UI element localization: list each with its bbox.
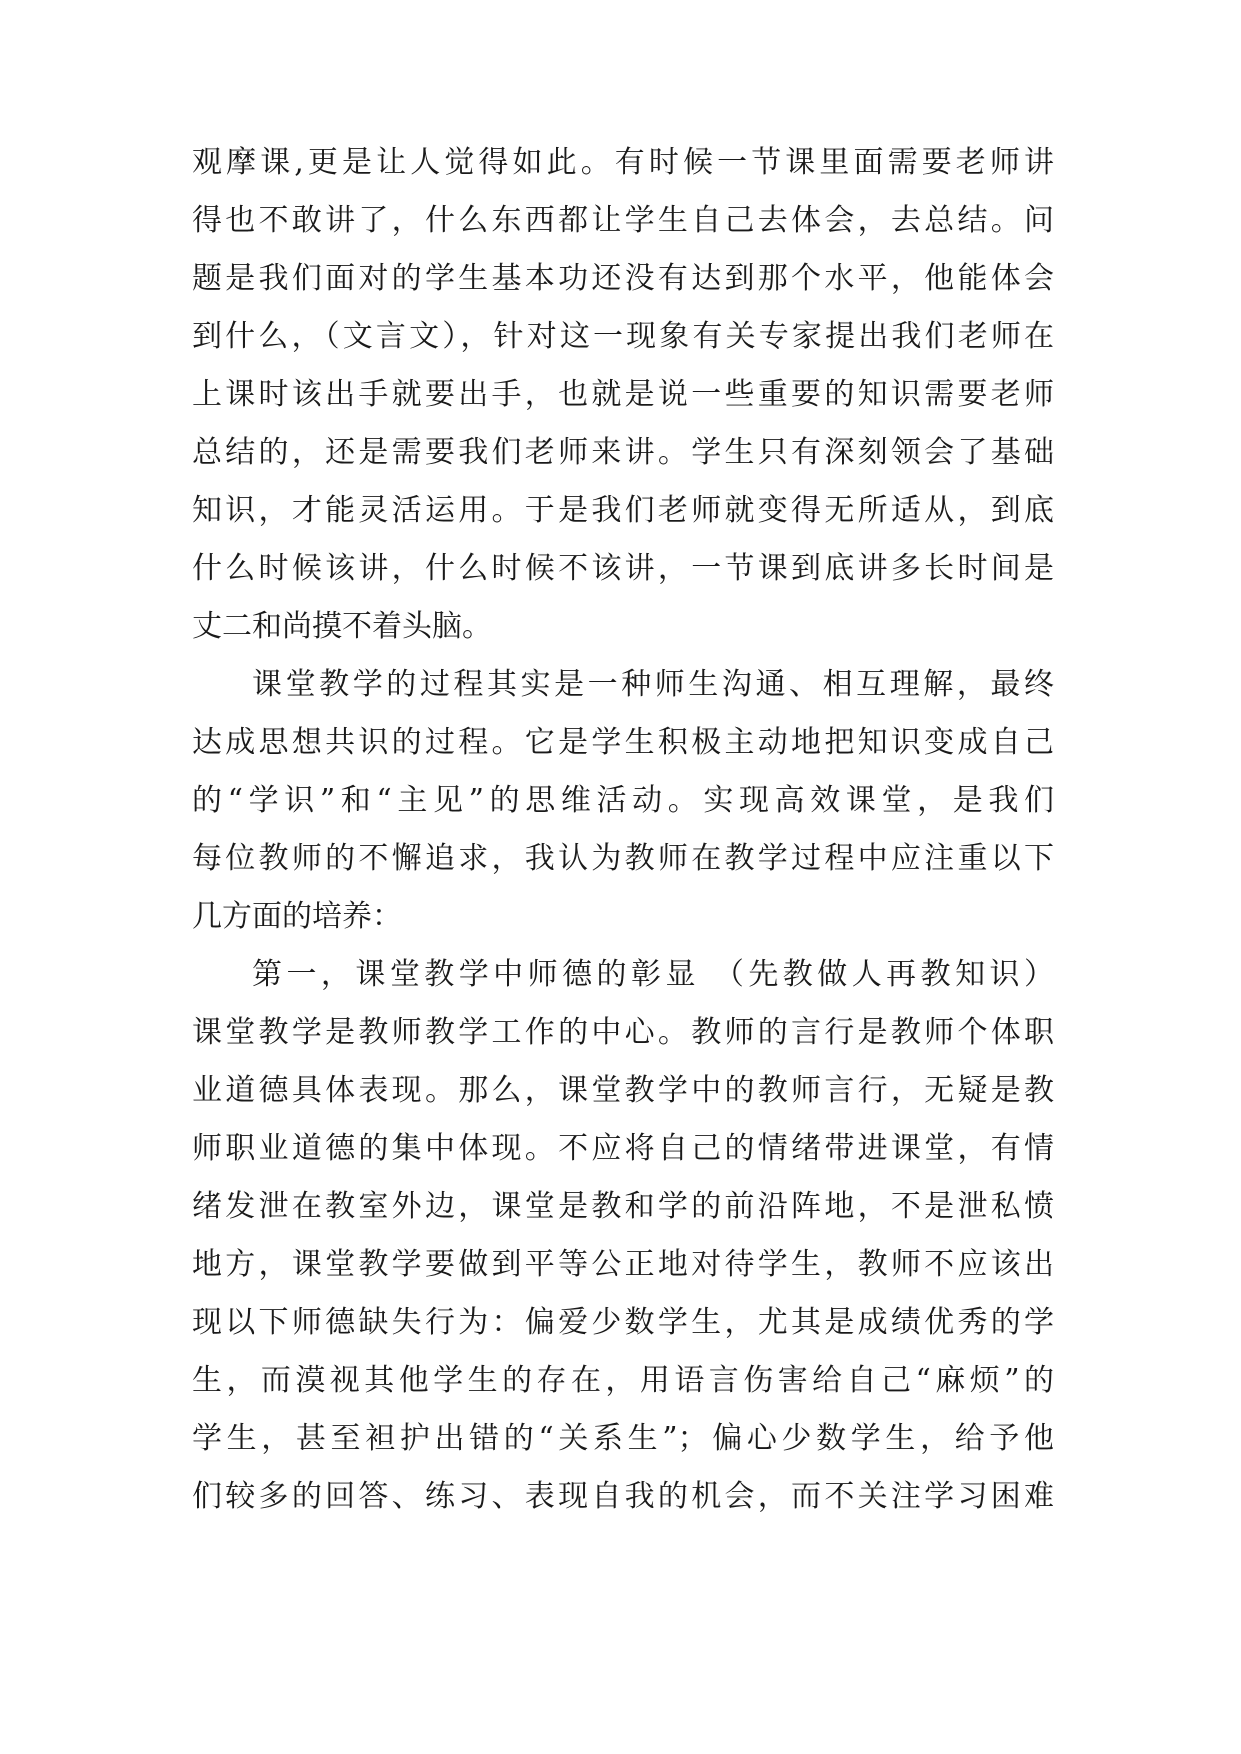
text-line: 的“学识”和“主见”的思维活动。实现高效课堂，是我们: [192, 783, 1054, 818]
text-line: 几方面的培养：: [192, 899, 402, 934]
paragraph-first-line: 课堂教学的过程其实是一种师生沟通、相互理解，最终: [252, 667, 1054, 702]
text-line: 现以下师德缺失行为：偏爱少数学生，尤其是成绩优秀的学: [192, 1305, 1054, 1340]
text-line: 课堂教学是教师教学工作的中心。教师的言行是教师个体职: [192, 1015, 1054, 1050]
text-line: 总结的，还是需要我们老师来讲。学生只有深刻领会了基础: [192, 435, 1054, 470]
text-line: 到什么，（文言文），针对这一现象有关专家提出我们老师在: [192, 319, 1054, 354]
text-line: 们较多的回答、练习、表现自我的机会，而不关注学习困难: [192, 1479, 1054, 1514]
text-line: 什么时候该讲，什么时候不该讲，一节课到底讲多长时间是: [192, 551, 1054, 586]
text-line: 学生，甚至袒护出错的“关系生”；偏心少数学生，给予他: [192, 1421, 1054, 1456]
text-line: 观摩课,更是让人觉得如此。有时候一节课里面需要老师讲: [192, 145, 1054, 180]
text-line: 知识，才能灵活运用。于是我们老师就变得无所适从，到底: [192, 493, 1054, 528]
text-line: 师职业道德的集中体现。不应将自己的情绪带进课堂，有情: [192, 1131, 1054, 1166]
text-line: 绪发泄在教室外边，课堂是教和学的前沿阵地，不是泄私愤: [192, 1189, 1054, 1224]
section-heading: 第一，课堂教学中师德的彰显 （先教做人再教知识）: [252, 957, 1054, 992]
text-line: 每位教师的不懈追求，我认为教师在教学过程中应注重以下: [192, 841, 1054, 876]
text-line: 得也不敢讲了，什么东西都让学生自己去体会，去总结。问: [192, 203, 1054, 238]
text-line: 上课时该出手就要出手，也就是说一些重要的知识需要老师: [192, 377, 1054, 412]
text-line: 地方，课堂教学要做到平等公正地对待学生，教师不应该出: [192, 1247, 1054, 1282]
text-line: 业道德具体表现。那么，课堂教学中的教师言行，无疑是教: [192, 1073, 1054, 1108]
text-line: 丈二和尚摸不着头脑。: [192, 609, 492, 644]
text-line: 题是我们面对的学生基本功还没有达到那个水平，他能体会: [192, 261, 1054, 296]
text-line: 达成思想共识的过程。它是学生积极主动地把知识变成自己: [192, 725, 1054, 760]
text-line: 生，而漠视其他学生的存在，用语言伤害给自己“麻烦”的: [192, 1363, 1054, 1398]
